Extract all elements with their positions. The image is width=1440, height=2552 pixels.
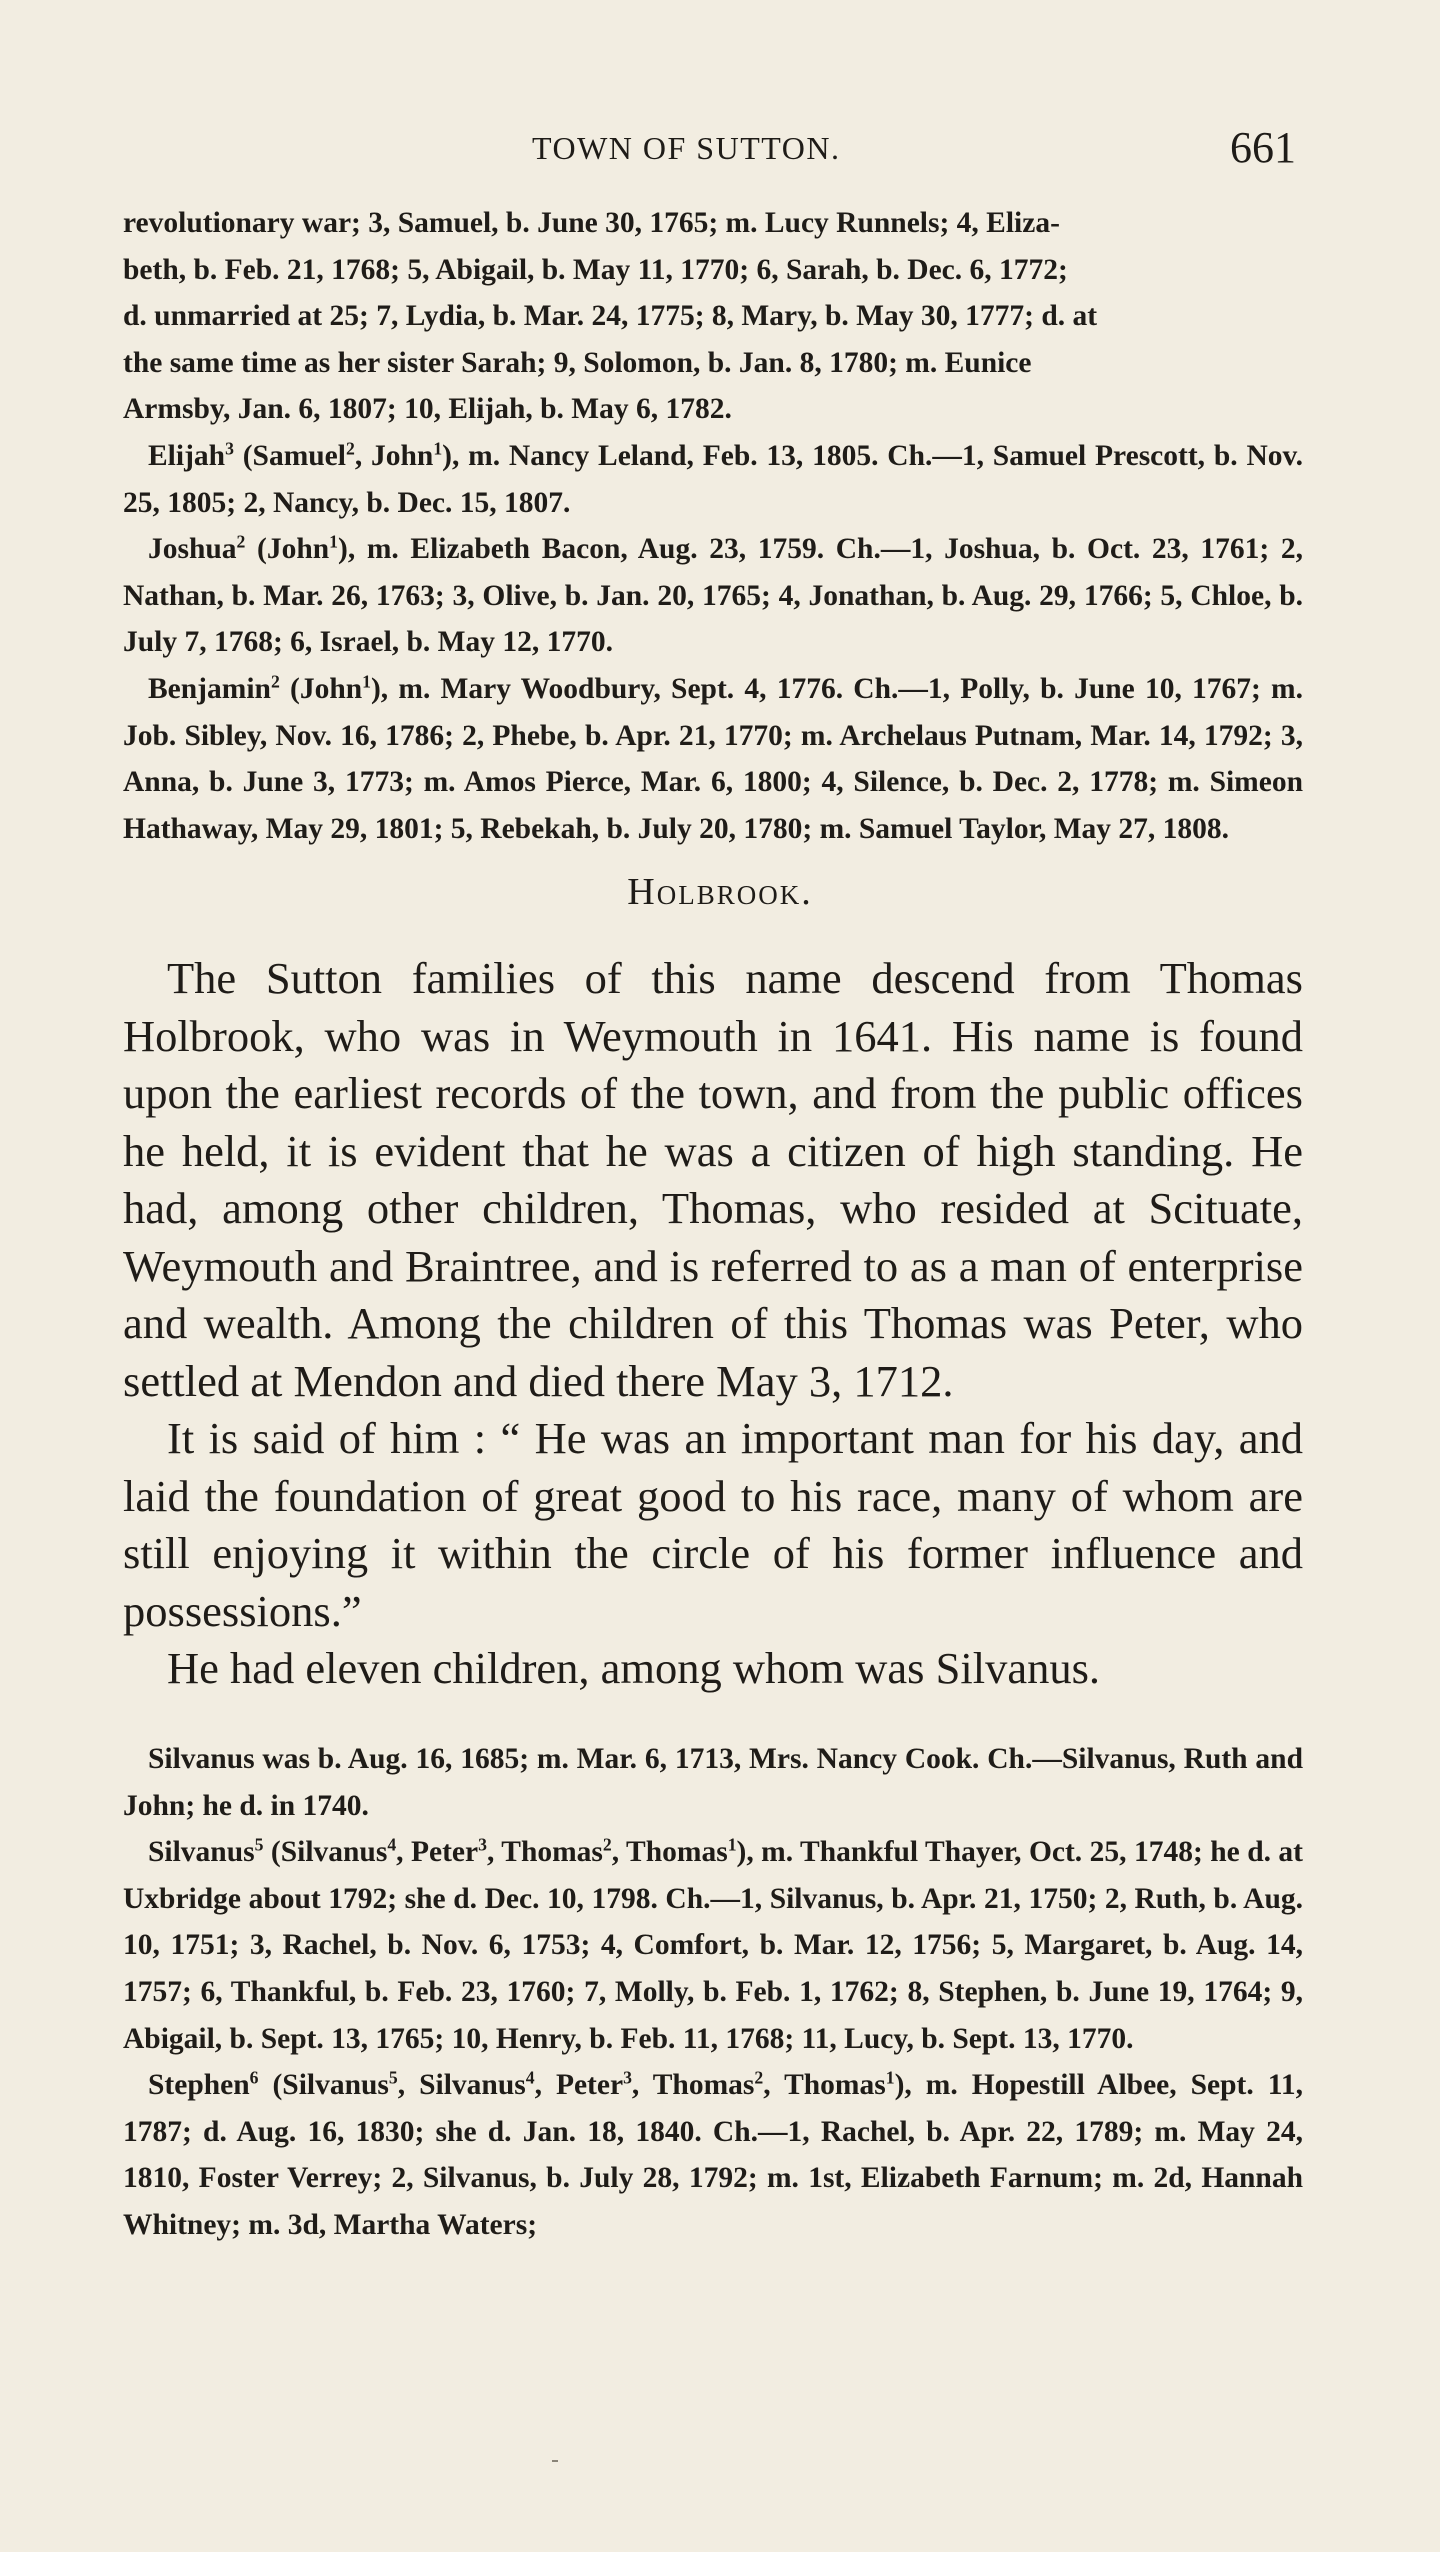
entry-benjamin: Benjamin$^2$ (John$^1$), m. Mary Woodbury, Sept. 4, 1776. Ch.—1, Polly, b. June 10, 1767; m. Job. Sibley, Nov. 16, 1786; 2, Phebe, b. Apr. 21, 1770; m. Archelaus Putnam, Mar. 14, 1792; 3, Anna, b. June 3, 1773; m. Amos Pierce, Mar. 6, 1800; 4, Silence, b. Dec. 2, 1778; m. Simeon Hathaway, May 29, 1801; 5, Rebekah, b. July 20, 1780; m. Samuel Taylor, May 27, 1808.: [123, 671, 1304, 845]
page-header: [0, 123, 1440, 176]
genealogy-entries-bottom: [123, 1736, 1303, 2249]
narrative-paragraph: He had eleven children, among whom was Silvanus.: [167, 1643, 1101, 1693]
entry-joshua: Joshua$^2$ (John$^1$), m. Elizabeth Bacon, Aug. 23, 1759. Ch.—1, Joshua, b. Oct. 23, 1761; 2, Nathan, b. Mar. 26, 1763; 3, Olive, b. Jan. 20, 1765; 4, Jonathan, b. Aug. 29, 1766; 5, Chloe, b. July 7, 1768; 6, Israel, b. May 12, 1770.: [123, 531, 1303, 659]
entry-silvanus: Silvanus$^5$ (Silvanus$^4$, Peter$^3$, Thomas$^2$, Thomas$^1$), m. Thankful Thayer, Oct. 25, 1748; he d. at Uxbridge about 1792; she d. Dec. 10, 1798. Ch.—1, Silvanus, b. Apr. 21, 1750; 2, Ruth, b. Aug. 10, 1751; 3, Rachel, b. Nov. 6, 1753; 4, Comfort, b. Mar. 12, 1756; 5, Margaret, b. Aug. 14, 1757; 6, Thankful, b. Feb. 23, 1760; 7, Molly, b. Feb. 1, 1762; 8, Stephen, b. June 19, 1764; 9, Abigail, b. Sept. 13, 1765; 10, Henry, b. Feb. 11, 1768; 11, Lucy, b. Sept. 13, 1770.: [123, 1834, 1304, 2055]
genealogy-entries-top: [123, 200, 1303, 852]
entry-line: revolutionary war; 3, Samuel, b. June 30, 1765; m. Lucy Runnels; 4, Eliza-: [123, 207, 1060, 239]
narrative-paragraph: It is said of him : “ He was an important man for his day, and laid the foundation of great good to his race, many of whom are still enjoying it within the circle of his former influence and possessions.”: [123, 1413, 1303, 1636]
section-heading: Holbrook.: [627, 871, 813, 913]
entry-continuation: [123, 200, 1303, 433]
page-mark: [552, 2460, 558, 2462]
entry-line: Armsby, Jan. 6, 1807; 10, Elijah, b. May 6, 1782.: [123, 393, 732, 426]
page-number: 661: [1230, 123, 1296, 172]
entry-line: d. unmarried at 25; 7, Lydia, b. Mar. 24, 1775; 8, Mary, b. May 30, 1777; d. at: [123, 300, 1098, 333]
narrative-text: [123, 950, 1303, 1698]
entry-line: the same time as her sister Sarah; 9, Solomon, b. Jan. 8, 1780; m. Eunice: [123, 346, 1032, 379]
entry-silvanus-first: Silvanus was b. Aug. 16, 1685; m. Mar. 6, 1713, Mrs. Nancy Cook. Ch.—Silvanus, Ruth and John; he d. in 1740.: [123, 1743, 1303, 1822]
entry-elijah: Elijah$^3$ (Samuel$^2$, John$^1$), m. Nancy Leland, Feb. 13, 1805. Ch.—1, Samuel Prescott, b. Nov. 25, 1805; 2, Nancy, b. Dec. 15, 1807.: [123, 438, 1303, 519]
entry-line: beth, b. Feb. 21, 1768; 5, Abigail, b. May 11, 1770; 6, Sarah, b. Dec. 6, 1772;: [123, 253, 1068, 286]
entry-stephen: Stephen$^6$ (Silvanus$^5$, Silvanus$^4$, Peter$^3$, Thomas$^2$, Thomas$^1$), m. Hopestill Albee, Sept. 11, 1787; d. Aug. 16, 1830; she d. Jan. 18, 1840. Ch.—1, Rachel, b. Apr. 22, 1789; m. May 24, 1810, Foster Verrey; 2, Silvanus, b. July 28, 1792; m. 1st, Elizabeth Farnum; m. 2d, Hannah Whitney; m. 3d, Martha Waters;: [123, 2067, 1303, 2241]
narrative-paragraph: The Sutton families of this name descend from Thomas Holbrook, who was in Weymouth in 1641. His name is found upon the earliest records of the town, and from the public offices he held, it is evident that he was a citizen of high standing. He had, among other children, Thomas, who resided at Scituate, Weymouth and Braintree, and is referred to as a man of enterprise and wealth. Among the children of this Thomas was Peter, who settled at Mendon and died there May 3, 1712.: [123, 953, 1303, 1406]
running-title: TOWN OF SUTTON.: [532, 130, 841, 166]
